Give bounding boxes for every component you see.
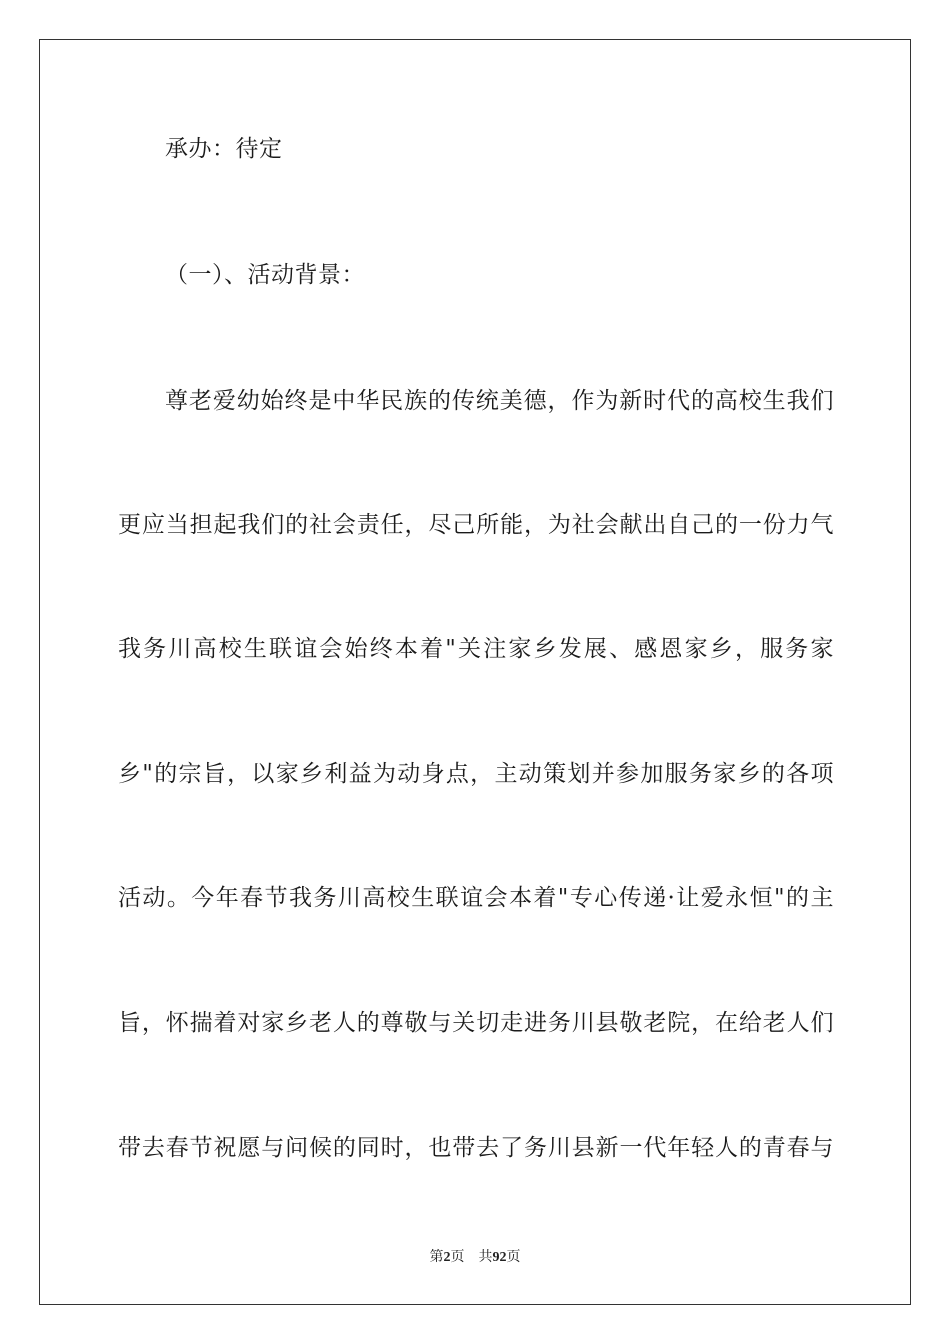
page-number: 2 xyxy=(443,1250,451,1265)
page-border xyxy=(39,39,911,1305)
paragraph-line: 更应当担起我们的社会责任，尽己所能，为社会献出自己的一份力气 xyxy=(118,512,834,538)
section-heading: （一）、活动背景： xyxy=(165,262,365,288)
paragraph-line: 我务川高校生联谊会始终本着"关注家乡发展、感恩家乡，服务家 xyxy=(118,636,834,662)
page-footer xyxy=(0,1249,950,1267)
paragraph-line: 活动。今年春节我务川高校生联谊会本着"专心传递·让爱永恒"的主 xyxy=(118,885,834,911)
total-suffix: 页 xyxy=(506,1250,521,1265)
paragraph-line: 乡"的宗旨，以家乡利益为动身点，主动策划并参加服务家乡的各项 xyxy=(118,761,834,787)
page-prefix: 第 xyxy=(429,1250,444,1265)
organizer-line: 承办：待定 xyxy=(165,136,283,162)
total-prefix: 共 xyxy=(478,1250,493,1265)
paragraph-line: 尊老爱幼始终是中华民族的传统美德，作为新时代的高校生我们 xyxy=(165,388,834,414)
total-pages: 92 xyxy=(492,1250,507,1265)
paragraph-line: 旨，怀揣着对家乡老人的尊敬与关切走进务川县敬老院，在给老人们 xyxy=(118,1010,834,1036)
page-suffix: 页 xyxy=(450,1250,465,1265)
paragraph-line: 带去春节祝愿与问候的同时，也带去了务川县新一代年轻人的青春与 xyxy=(118,1135,834,1161)
